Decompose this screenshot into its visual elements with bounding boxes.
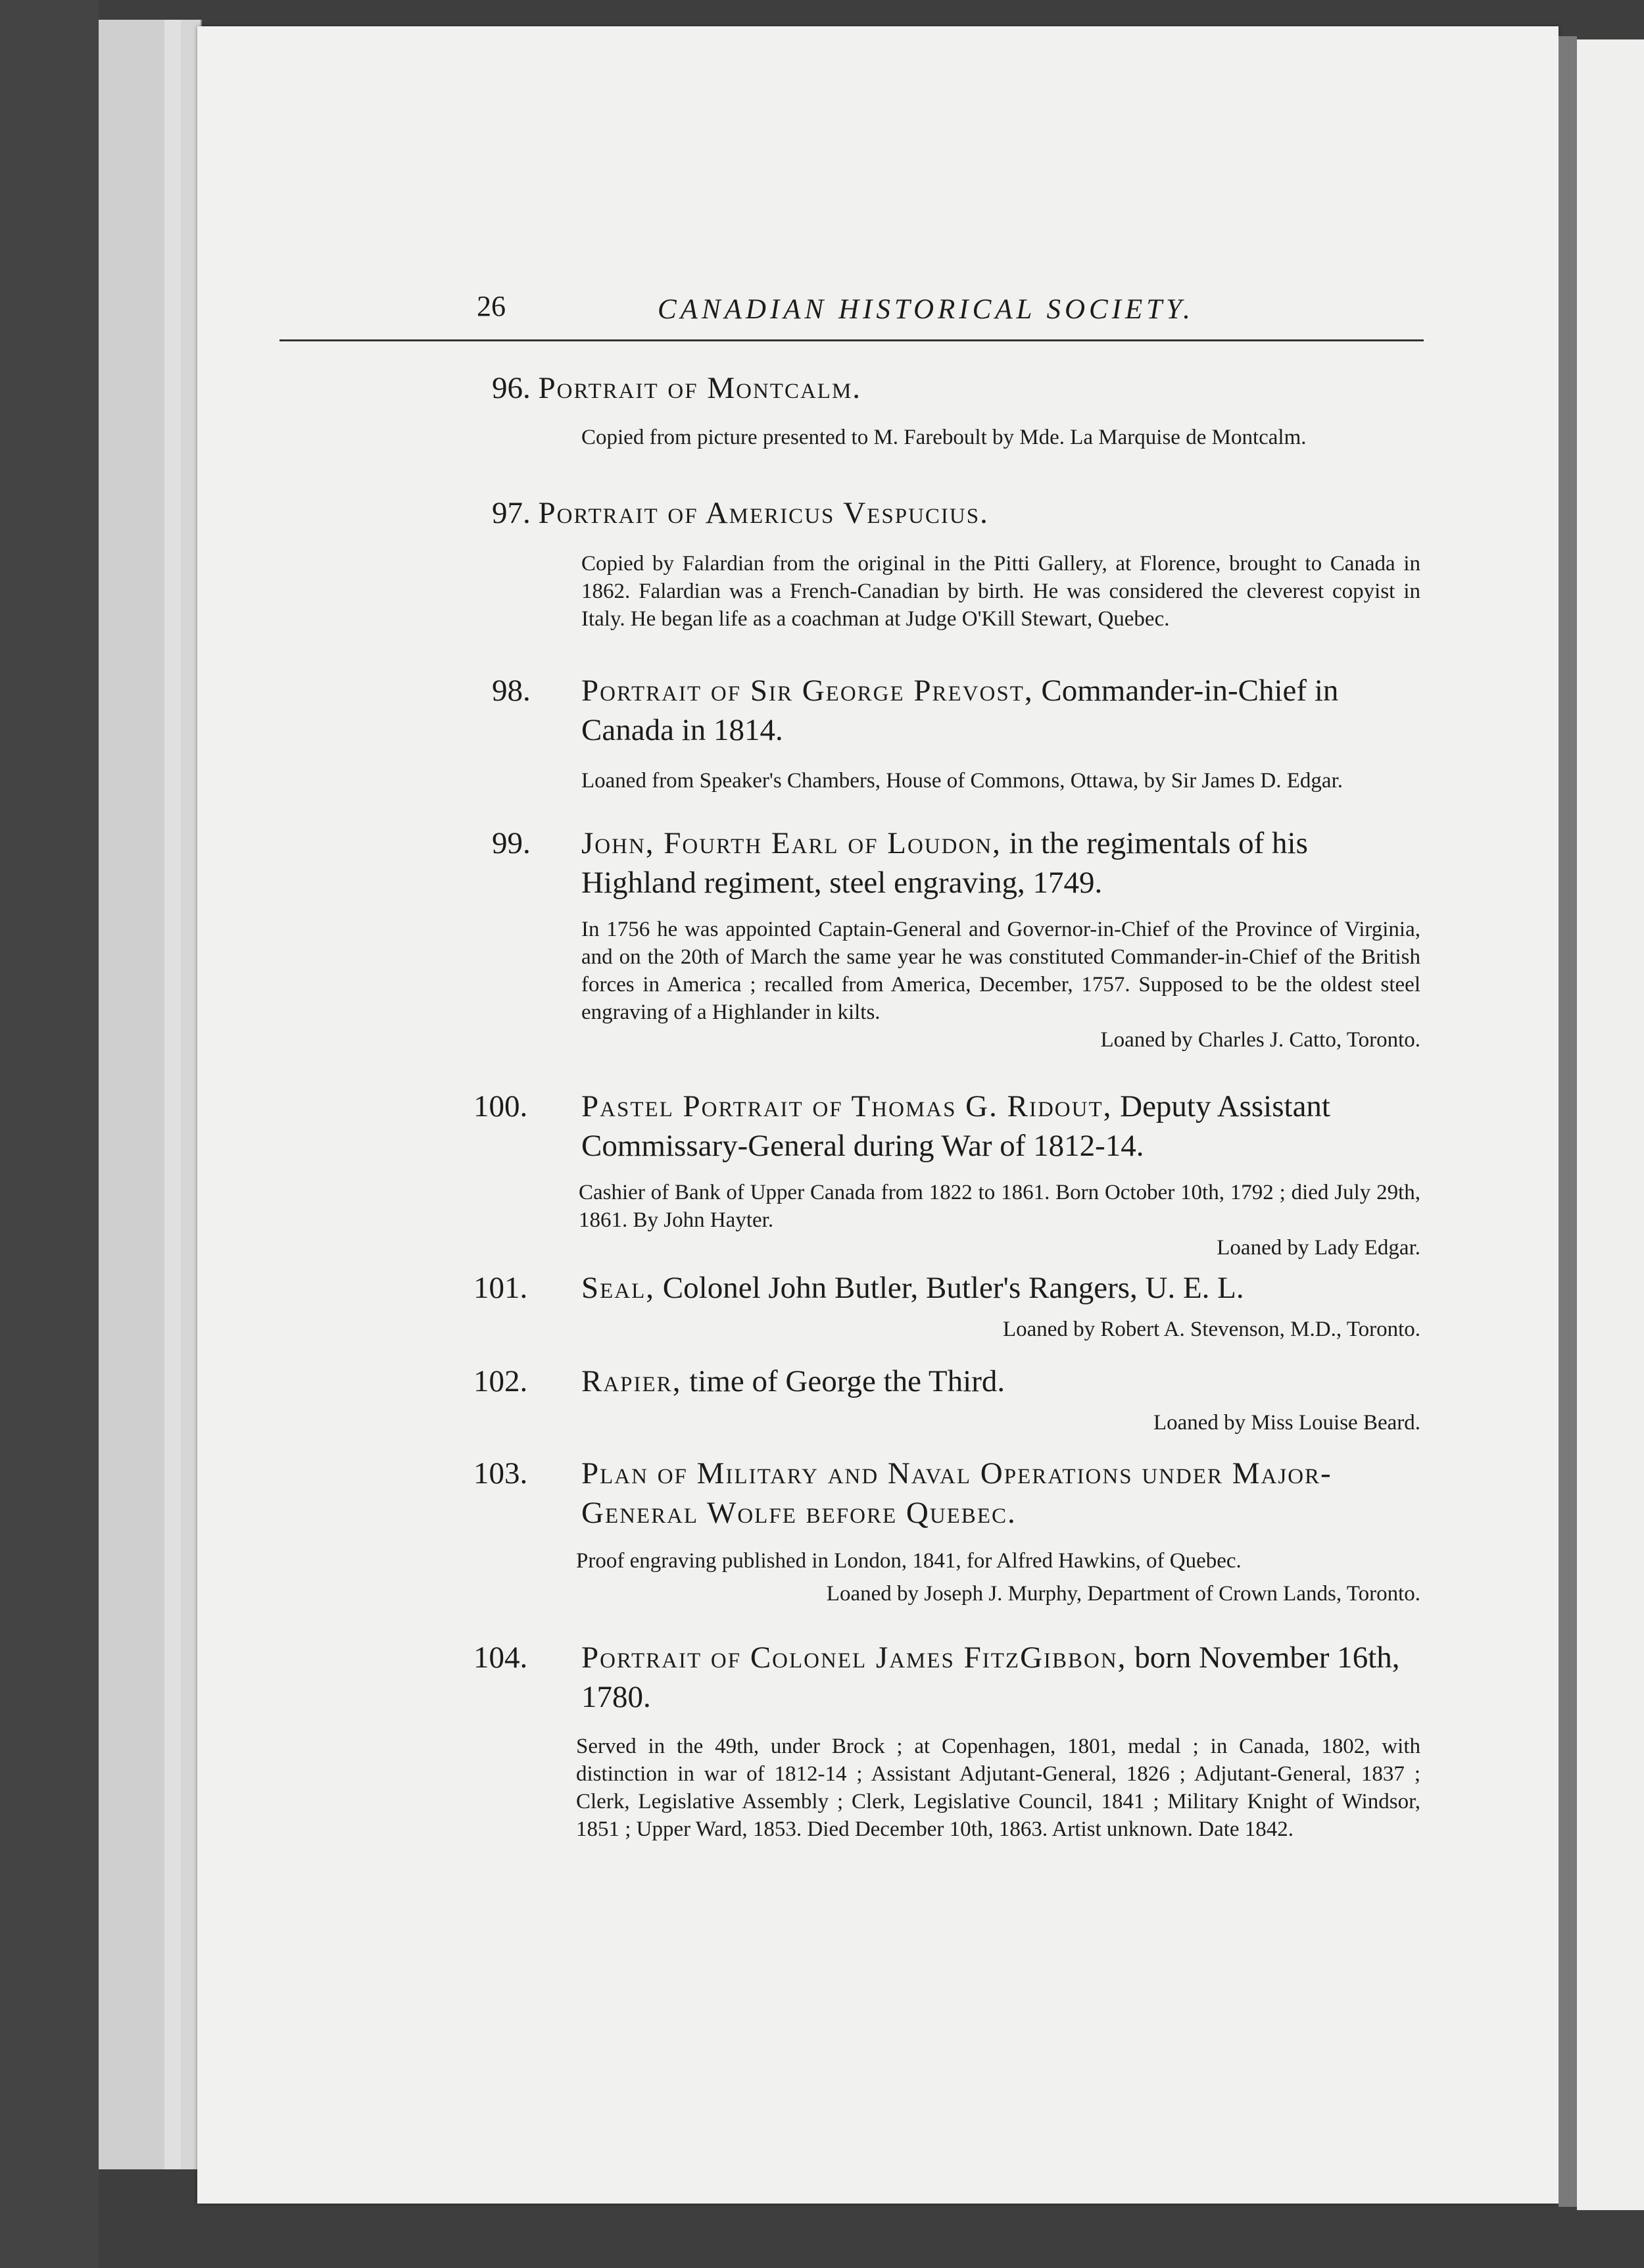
- catalogue-entry-103: [473, 1454, 1420, 1608]
- entry-heading-rest: time of George the Third.: [681, 1364, 1005, 1398]
- entry-description: Copied from picture presented to M. Fareboult by Mde. La Marquise de Montcalm.: [581, 426, 1307, 449]
- entry-description: Served in the 49th, under Brock ; at Copenhagen, 1801, medal ; in Canada, 1802, with distinction in war of 1812-14 ; Assistant Adjutant-General, 1826 ; Adjutant-General, 1837 ; Clerk, Legislative Assembly ; Clerk, Legislative Council, 1841 ; Military Knight of Windsor, 1851 ; Upper Ward, 1853. Died December 10th, 1863. Artist unknown. Date 1842.: [576, 1735, 1420, 1841]
- entry-heading: Seal,: [581, 1271, 656, 1305]
- entry-number: 101.: [473, 1271, 528, 1305]
- entry-title: [492, 368, 1420, 408]
- entry-description: Cashier of Bank of Upper Canada from 1822 to 1861. Born October 10th, 1792 ; died July 29th, 1861. By John Hayter.: [579, 1181, 1420, 1232]
- entry-number: 98.: [492, 674, 531, 708]
- entry-title: [473, 1268, 1420, 1308]
- loan-credit: Loaned by Robert A. Stevenson, M.D., Toronto.: [1002, 1318, 1420, 1341]
- catalogue-entry-101: [473, 1268, 1420, 1343]
- loan-credit: Loaned by Lady Edgar.: [1217, 1236, 1420, 1260]
- entry-number: 96.: [492, 371, 531, 405]
- entry-title: [473, 1087, 1420, 1166]
- entry-description: Loaned from Speaker's Chambers, House of Commons, Ottawa, by Sir James D. Edgar.: [581, 769, 1343, 793]
- page-edge: [99, 20, 172, 2169]
- loan-credit: Loaned by Miss Louise Beard.: [1153, 1411, 1420, 1435]
- entry-heading: John, Fourth Earl of Loudon,: [581, 826, 1002, 860]
- book-spine: [1559, 36, 1577, 2207]
- catalogue-entry-99: [492, 824, 1420, 1054]
- entry-heading-rest: in the regimentals of his Highland regiment, steel engraving, 1749.: [581, 826, 1308, 900]
- running-title: CANADIAN HISTORICAL SOCIETY.: [658, 294, 1194, 325]
- entry-title: [492, 671, 1420, 750]
- entry-number: 99.: [492, 826, 531, 860]
- entry-title: [492, 824, 1420, 902]
- catalogue-entry-104: [473, 1638, 1420, 1843]
- entry-heading: Portrait of Montcalm.: [538, 371, 862, 405]
- entry-description: In 1756 he was appointed Captain-General and Governor-in-Chief of the Province of Virginia, and on the 20th of March the same year he was constituted Commander-in-Chief of the British forces in America ; recalled from America, December, 1757. Supposed to be the oldest steel engraving of a Highlander in kilts.: [581, 918, 1420, 1024]
- entry-number: 100.: [473, 1089, 528, 1123]
- entry-number: 97.: [492, 496, 531, 530]
- facing-page: [1577, 39, 1644, 2210]
- entry-title: [473, 1362, 1420, 1401]
- entry-number: 104.: [473, 1640, 528, 1675]
- scan-background: [0, 0, 99, 2268]
- entry-heading-rest: Commander-in-Chief in Canada in 1814.: [581, 674, 1339, 747]
- entry-heading-rest: born November 16th, 1780.: [581, 1640, 1400, 1714]
- loan-credit: Loaned by Charles J. Catto, Toronto.: [1100, 1028, 1420, 1052]
- loan-credit: Loaned by Joseph J. Murphy, Department of Crown Lands, Toronto.: [826, 1582, 1420, 1606]
- entry-heading-rest: Colonel John Butler, Butler's Rangers, U. E. L.: [655, 1271, 1244, 1305]
- entry-heading: Portrait of Sir George Prevost,: [581, 674, 1034, 708]
- entry-heading: Rapier,: [581, 1364, 682, 1398]
- entry-heading: Pastel Portrait of Thomas G. Ridout,: [581, 1089, 1113, 1123]
- entry-title: [473, 1454, 1420, 1533]
- entry-heading: Portrait of Colonel James FitzGibbon,: [581, 1640, 1127, 1675]
- entry-description: Proof engraving published in London, 1841, for Alfred Hawkins, of Quebec.: [576, 1549, 1242, 1573]
- entry-heading: Plan of Military and Naval Operations under Major-General Wolfe before Quebec.: [581, 1456, 1332, 1530]
- entry-heading-rest: Deputy Assistant Commissary-General during War of 1812-14.: [581, 1089, 1330, 1163]
- entry-number: 102.: [473, 1364, 528, 1398]
- entry-title: [473, 1638, 1420, 1717]
- entry-number: 103.: [473, 1456, 528, 1491]
- catalogue-entry-96: [492, 368, 1420, 451]
- entry-title: [492, 493, 1420, 533]
- catalogue-entry-97: [492, 493, 1420, 633]
- page-number: 26: [477, 290, 506, 322]
- catalogue-entry-102: [473, 1362, 1420, 1437]
- catalogue-entry-98: [492, 671, 1420, 795]
- entry-description: Copied by Falardian from the original in the Pitti Gallery, at Florence, brought to Canada in 1862. Falardian was a French-Canadian by birth. He was considered the cleverest copyist in Italy. He began life as a coachman at Judge O'Kill Stewart, Quebec.: [581, 552, 1420, 631]
- catalogue-entry-100: [473, 1087, 1420, 1262]
- entry-heading: Portrait of Americus Vespucius.: [538, 496, 989, 530]
